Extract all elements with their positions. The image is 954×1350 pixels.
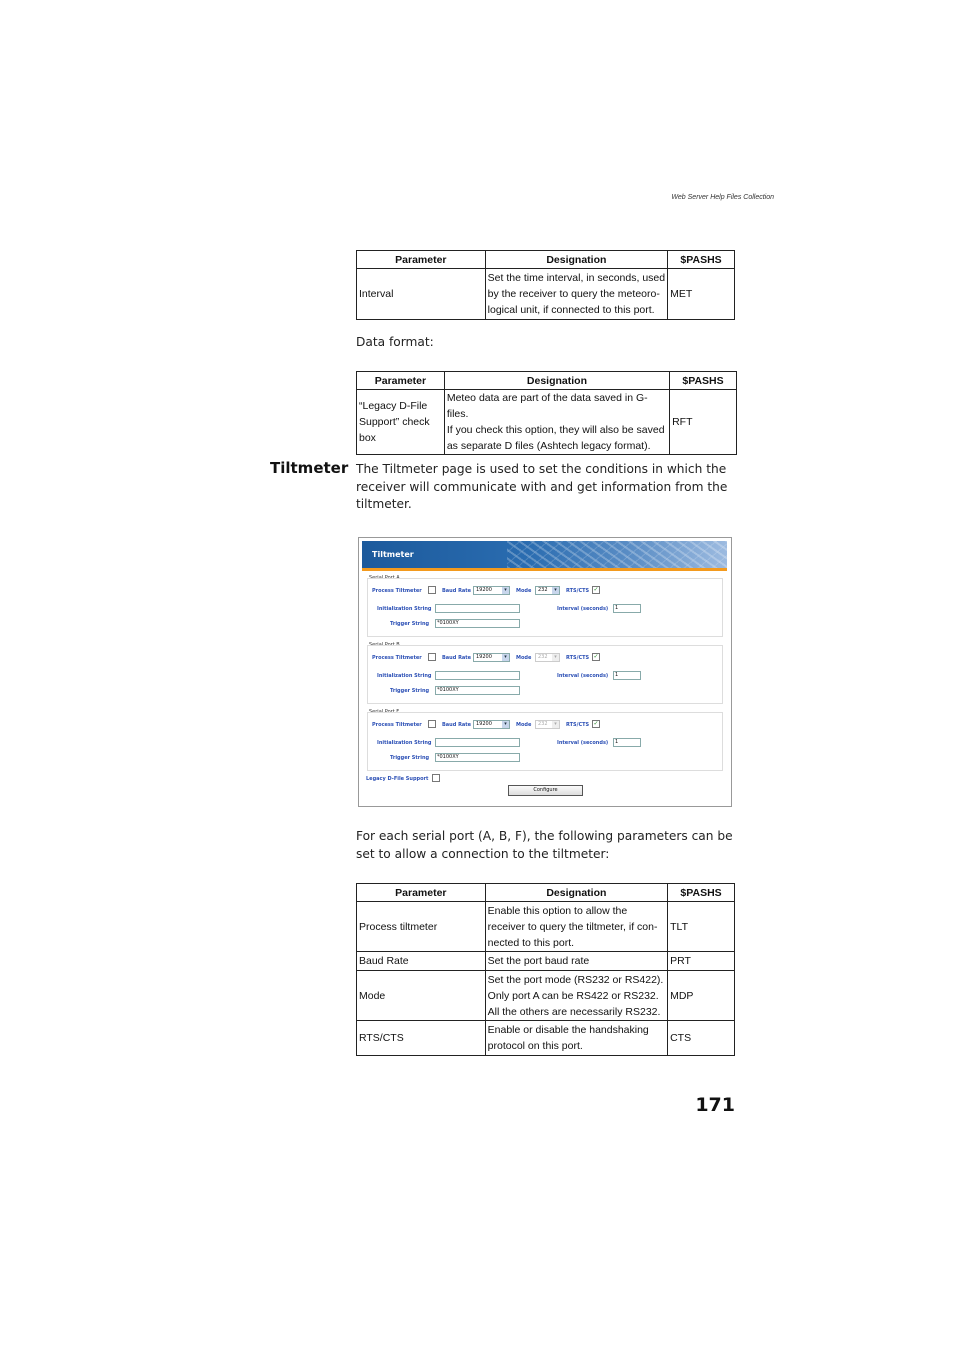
column-header: Parameter	[357, 372, 445, 390]
column-header: $PASHS	[668, 884, 735, 902]
mode-value: 232	[538, 654, 548, 660]
designation-cell	[485, 952, 667, 971]
mode-value: 232	[538, 587, 548, 593]
init-string-label: Initialization String	[377, 673, 432, 679]
pashs-cell: MET	[668, 269, 735, 320]
designation-line: protocol on this port.	[487, 1040, 583, 1052]
column-header: Designation	[444, 372, 669, 390]
title-underline	[362, 568, 727, 571]
designation-cell	[485, 971, 667, 1021]
mode-select-a[interactable]	[535, 586, 560, 595]
parameter-cell	[357, 390, 445, 455]
table-row	[357, 390, 737, 455]
designation-cell	[444, 390, 669, 455]
parameter-line: “Legacy D-File	[359, 400, 428, 412]
screenshot-title-bar	[362, 541, 727, 568]
table-header-row	[357, 884, 735, 902]
paragraph-line: set to allow a connection to the tiltmeter:	[356, 846, 610, 861]
chevron-down-icon: ▾	[552, 654, 559, 661]
designation-line: All the others are necessarily RS232.	[487, 1005, 661, 1018]
interval-input-f[interactable]: 1	[613, 738, 641, 747]
designation-line: receiver to query the tiltmeter, if con-	[487, 920, 658, 933]
parameter-cell: Baud Rate	[357, 952, 486, 971]
baud-rate-label: Baud Rate	[442, 722, 472, 728]
port-b-fieldset	[367, 645, 723, 704]
title-bar-map-pattern	[507, 541, 727, 568]
tiltmeter-parameters-table	[356, 883, 735, 1056]
interval-label: Interval (seconds)	[557, 606, 609, 612]
intro-paragraph	[356, 461, 727, 514]
data-format-label: Data format:	[356, 335, 434, 349]
designation-line: Set the time interval, in seconds, used	[487, 272, 666, 284]
designation-line: Set the port baud rate	[487, 955, 590, 967]
designation-cell	[485, 1021, 667, 1056]
init-string-label: Initialization String	[377, 606, 432, 612]
rts-cts-label: RTS/CTS	[566, 588, 590, 594]
baud-rate-label: Baud Rate	[442, 588, 472, 594]
table-row	[357, 1021, 735, 1056]
mode-select-b	[535, 653, 560, 662]
interval-parameter-table	[356, 250, 735, 320]
interval-input-b[interactable]: 1	[613, 671, 641, 680]
process-tiltmeter-checkbox-f[interactable]	[428, 720, 436, 728]
parameter-cell: RTS/CTS	[357, 1021, 486, 1056]
interval-input-a[interactable]: 1	[613, 604, 641, 613]
pashs-cell: CTS	[668, 1021, 735, 1056]
chevron-down-icon: ▾	[502, 587, 509, 594]
mode-label: Mode	[516, 655, 532, 661]
init-string-input-b[interactable]	[435, 671, 520, 680]
pashs-cell: TLT	[668, 902, 735, 952]
parameter-cell: Process tiltmeter	[357, 902, 486, 952]
running-header: Web Server Help Files Collection	[671, 194, 774, 201]
mode-label: Mode	[516, 588, 532, 594]
baud-rate-label: Baud Rate	[442, 655, 472, 661]
parameter-cell: Interval	[357, 269, 486, 320]
parameter-line: Support” check	[359, 416, 430, 428]
trigger-string-label: Trigger String	[390, 688, 430, 694]
chevron-down-icon: ▾	[552, 587, 559, 594]
paragraph-line: For each serial port (A, B, F), the following parameters can be	[356, 829, 733, 843]
trigger-string-label: Trigger String	[390, 621, 430, 627]
baud-rate-value: 19200	[476, 721, 492, 727]
designation-line: nected to this port.	[487, 936, 575, 949]
table-row	[357, 971, 735, 1021]
column-header: Designation	[485, 251, 667, 269]
paragraph-line: tiltmeter.	[356, 497, 412, 511]
baud-rate-value: 19200	[476, 654, 492, 660]
interval-label: Interval (seconds)	[557, 673, 609, 679]
port-f-label: Serial Port F	[369, 709, 400, 715]
parameter-cell: Mode	[357, 971, 486, 1021]
baud-rate-value: 19200	[476, 587, 492, 593]
column-header: Designation	[485, 884, 667, 902]
legacy-dfile-checkbox[interactable]	[432, 774, 440, 782]
rts-cts-checkbox-a[interactable]: ✓	[593, 586, 599, 593]
designation-line: Meteo data are part of the data saved in G-files.	[446, 392, 648, 420]
chevron-down-icon: ▾	[552, 721, 559, 728]
column-header: $PASHS	[668, 251, 735, 269]
process-tiltmeter-label: Process Tiltmeter	[372, 588, 422, 594]
column-header: Parameter	[357, 251, 486, 269]
init-string-input-a[interactable]	[435, 604, 520, 613]
designation-line: Enable or disable the handshaking	[487, 1024, 649, 1036]
legacy-dfile-table	[356, 371, 737, 455]
baud-rate-select-f[interactable]	[473, 720, 510, 729]
designation-cell	[485, 269, 667, 320]
baud-rate-select-b[interactable]	[473, 653, 510, 662]
port-a-fieldset	[367, 578, 723, 637]
designation-line: logical unit, if connected to this port.	[487, 304, 655, 316]
pashs-cell: PRT	[668, 952, 735, 971]
table-row	[357, 902, 735, 952]
process-tiltmeter-label: Process Tiltmeter	[372, 655, 422, 661]
table-header-row	[357, 251, 735, 269]
table-row	[357, 269, 735, 320]
port-b-label: Serial Port B	[369, 642, 400, 648]
rts-cts-checkbox-f[interactable]: ✓	[593, 720, 599, 727]
rts-cts-checkbox-b[interactable]: ✓	[593, 653, 599, 660]
init-string-input-f[interactable]	[435, 738, 520, 747]
process-tiltmeter-checkbox-a[interactable]	[428, 586, 436, 594]
mode-label: Mode	[516, 722, 532, 728]
mode-value: 232	[538, 721, 548, 727]
port-f-fieldset	[367, 712, 723, 771]
legacy-dfile-label: Legacy D-File Support	[366, 776, 429, 782]
section-heading: Tiltmeter	[270, 459, 349, 477]
tiltmeter-screenshot	[358, 537, 732, 807]
interval-label: Interval (seconds)	[557, 740, 609, 746]
designation-cell	[485, 902, 667, 952]
rts-cts-label: RTS/CTS	[566, 655, 590, 661]
paragraph-line: receiver will communicate with and get information from the	[356, 479, 728, 494]
pashs-cell: RFT	[670, 390, 737, 455]
process-tiltmeter-label: Process Tiltmeter	[372, 722, 422, 728]
ports-paragraph	[356, 828, 733, 863]
column-header: Parameter	[357, 884, 486, 902]
table-row	[357, 952, 735, 971]
paragraph-line: The Tiltmeter page is used to set the conditions in which the	[356, 462, 727, 476]
designation-line: Enable this option to allow the	[487, 904, 628, 917]
configure-button[interactable]: Configure	[508, 785, 583, 796]
trigger-string-input-a[interactable]: *0100XY	[435, 619, 520, 628]
designation-line: If you check this option, they will also be saved	[446, 424, 665, 436]
port-a-label: Serial Port A	[369, 575, 400, 581]
rts-cts-label: RTS/CTS	[566, 722, 590, 728]
trigger-string-label: Trigger String	[390, 755, 430, 761]
parameter-line: box	[359, 432, 376, 444]
column-header: $PASHS	[670, 372, 737, 390]
table-header-row	[357, 372, 737, 390]
chevron-down-icon: ▾	[502, 721, 509, 728]
pashs-cell: MDP	[668, 971, 735, 1021]
designation-line: as separate D files (Ashtech legacy format).	[446, 440, 651, 452]
mode-select-f	[535, 720, 560, 729]
page-number: 171	[695, 1094, 735, 1116]
process-tiltmeter-checkbox-b[interactable]	[428, 653, 436, 661]
designation-line: Set the port mode (RS232 or RS422).	[487, 973, 664, 986]
trigger-string-input-b[interactable]: *0100XY	[435, 686, 520, 695]
init-string-label: Initialization String	[377, 740, 432, 746]
trigger-string-input-f[interactable]: *0100XY	[435, 753, 520, 762]
screenshot-title: Tiltmeter	[372, 550, 414, 559]
chevron-down-icon: ▾	[502, 654, 509, 661]
designation-line: Only port A can be RS422 or RS232.	[487, 989, 659, 1002]
baud-rate-select-a[interactable]	[473, 586, 510, 595]
designation-line: by the receiver to query the meteoro-	[487, 288, 660, 300]
